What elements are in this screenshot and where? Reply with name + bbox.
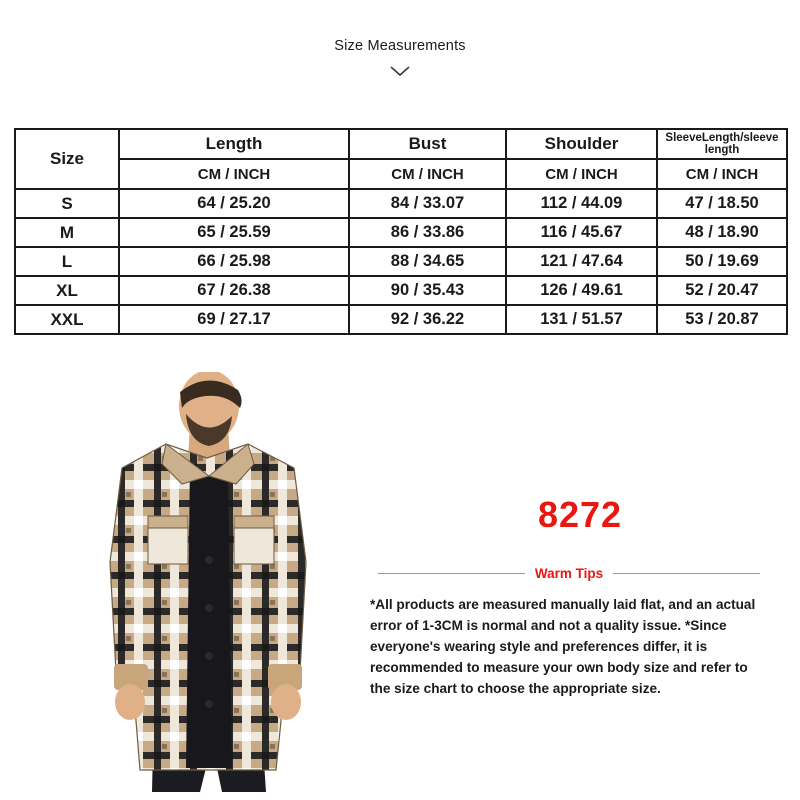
cell-bust: 88 / 34.65 xyxy=(349,247,506,276)
cell-length: 69 / 27.17 xyxy=(119,305,349,334)
cell-length: 66 / 25.98 xyxy=(119,247,349,276)
table-row xyxy=(15,218,787,247)
header-shoulder: Shoulder xyxy=(506,129,657,159)
header-sleeve: SleeveLength/sleeve length xyxy=(657,129,787,159)
cell-size: L xyxy=(15,247,119,276)
page-title: Size Measurements xyxy=(334,38,466,54)
cell-shoulder: 121 / 47.64 xyxy=(506,247,657,276)
warm-tips-label: Warm Tips xyxy=(534,566,604,581)
cell-size: XL xyxy=(15,276,119,305)
cell-shoulder: 116 / 45.67 xyxy=(506,218,657,247)
header-size: Size xyxy=(15,129,119,189)
unit-shoulder: CM / INCH xyxy=(506,159,657,189)
warm-tips-header xyxy=(378,566,760,581)
table-header-unit-row xyxy=(15,159,787,189)
cell-shoulder: 126 / 49.61 xyxy=(506,276,657,305)
cell-size: S xyxy=(15,189,119,218)
product-code: 8272 xyxy=(537,494,623,535)
table-row xyxy=(15,305,787,334)
cell-bust: 84 / 33.07 xyxy=(349,189,506,218)
cell-sleeve: 47 / 18.50 xyxy=(657,189,787,218)
cell-sleeve: 53 / 20.87 xyxy=(657,305,787,334)
cell-size: XXL xyxy=(15,305,119,334)
unit-bust: CM / INCH xyxy=(349,159,506,189)
divider-left xyxy=(378,573,525,574)
table-row xyxy=(15,276,787,305)
cell-size: M xyxy=(15,218,119,247)
cell-sleeve: 52 / 20.47 xyxy=(657,276,787,305)
cell-shoulder: 131 / 51.57 xyxy=(506,305,657,334)
warm-tips-body: *All products are measured manually laid flat, and an actual error of 1-3CM is normal and not a quality issue. *Since everyone's wearing style and preferences differ, it is recommended to measure your own body size and refer to the size chart to choose the appropriate size. xyxy=(370,597,756,697)
size-table xyxy=(14,128,788,335)
unit-sleeve: CM / INCH xyxy=(657,159,787,189)
cell-bust: 90 / 35.43 xyxy=(349,276,506,305)
chevron-down-icon xyxy=(389,64,411,78)
cell-bust: 86 / 33.86 xyxy=(349,218,506,247)
cell-length: 67 / 26.38 xyxy=(119,276,349,305)
cell-length: 64 / 25.20 xyxy=(119,189,349,218)
cell-sleeve: 48 / 18.90 xyxy=(657,218,787,247)
cell-sleeve: 50 / 19.69 xyxy=(657,247,787,276)
cell-shoulder: 112 / 44.09 xyxy=(506,189,657,218)
table-row xyxy=(15,189,787,218)
cell-length: 65 / 25.59 xyxy=(119,218,349,247)
table-row xyxy=(15,247,787,276)
table-header-group-row xyxy=(15,129,787,159)
header-bust: Bust xyxy=(349,129,506,159)
cell-bust: 92 / 36.22 xyxy=(349,305,506,334)
unit-length: CM / INCH xyxy=(119,159,349,189)
page-header xyxy=(0,38,800,78)
header-length: Length xyxy=(119,129,349,159)
divider-right xyxy=(613,573,760,574)
size-table-container xyxy=(14,128,786,335)
product-photo xyxy=(62,372,352,792)
